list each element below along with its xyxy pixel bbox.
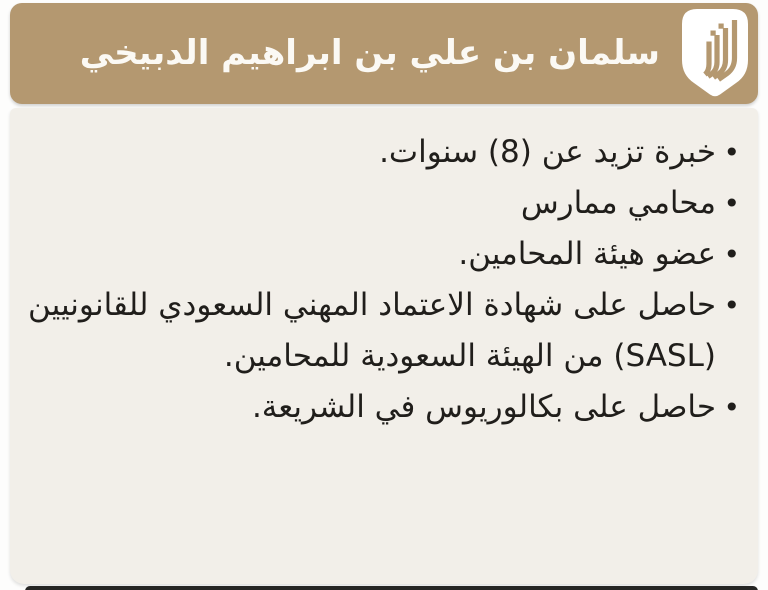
- bullet-item-sasl-accreditation: • حاصل على شهادة الاعتماد المهني السعودي للقانونيين (SASL) من الهيئة السعودية للمحامين.: [28, 280, 744, 382]
- bullet-item-experience: • خبرة تزيد عن (8) سنوات.: [28, 127, 744, 178]
- bullet-item-bar-member: • عضو هيئة المحامين.: [28, 229, 744, 280]
- profile-header: [10, 3, 758, 104]
- profile-bullet-list: [28, 127, 744, 433]
- firm-logo-shield-icon: [682, 9, 748, 99]
- bottom-divider-bar: [25, 586, 758, 590]
- bullet-item-practicing-lawyer: • محامي ممارس: [28, 178, 744, 229]
- bullet-item-bachelor-sharia: • حاصل على بكالوريوس في الشريعة.: [28, 382, 744, 433]
- profile-name-title: سلمان بن علي بن ابراهيم الدبيخي: [79, 33, 660, 74]
- profile-details-card: [10, 108, 758, 584]
